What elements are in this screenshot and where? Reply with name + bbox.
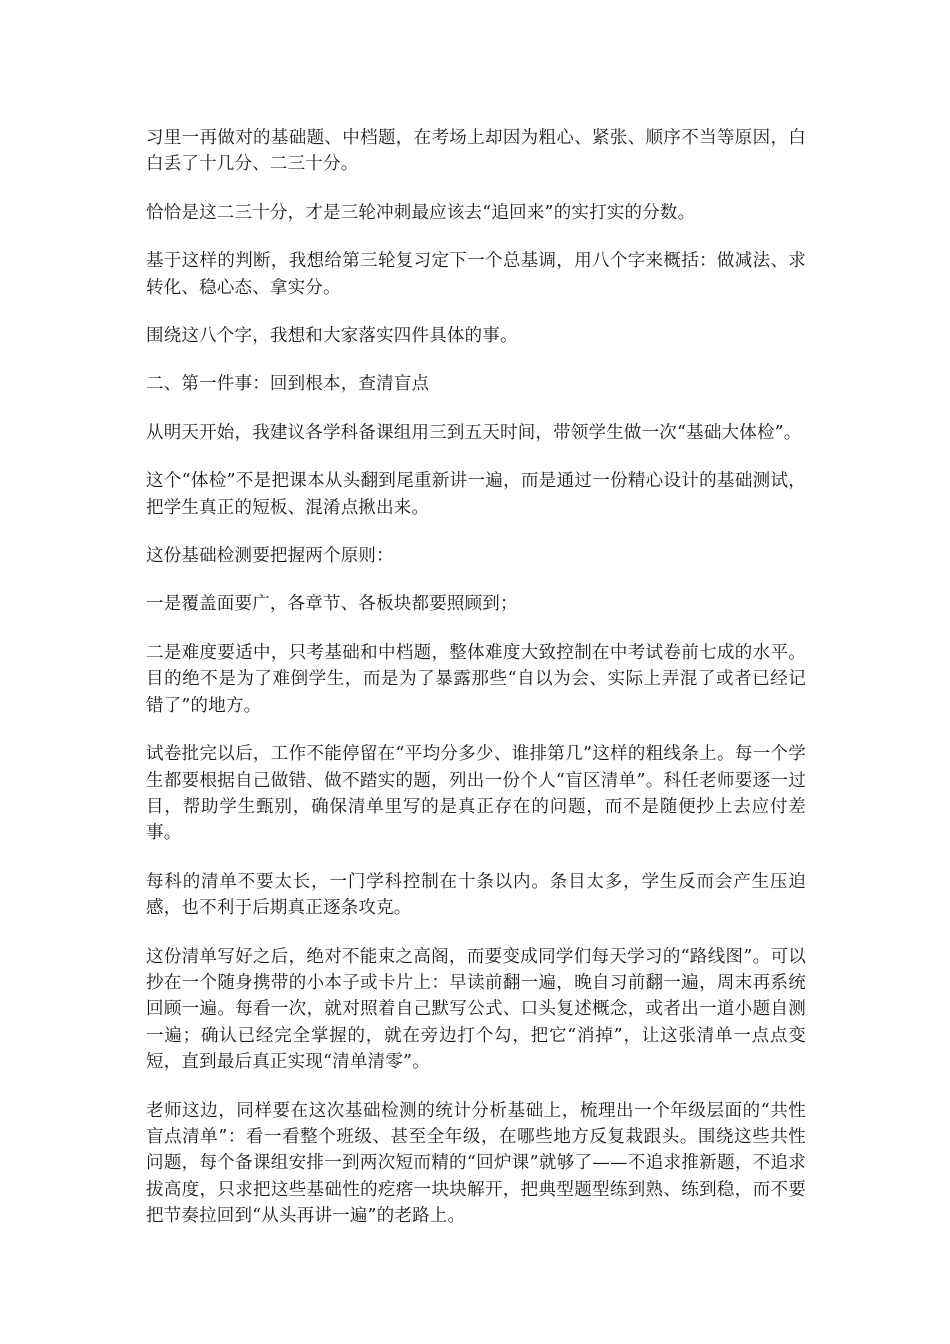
- paragraph-11: 每科的清单不要太长，一门学科控制在十条以内。条目太多，学生反而会产生压迫感，也不利于后期真正逐条攻克。: [146, 871, 806, 919]
- paragraph-12: 这份清单写好之后，绝对不能束之高阁，而要变成同学们每天学习的“路线图”。可以抄在一个随身携带的小本子或卡片上：早读前翻一遍，晚自习前翻一遍，周末再系统回顾一遍。每看一次，就对照着自己默写公式、口头复述概念，或者出一道小题自测一遍；确认已经完全掌握的，就在旁边打个勾，把它“消掉”，让这张清单一点点变短，直到最后真正实现“清单清零”。: [146, 946, 806, 1073]
- paragraph-1: 习里一再做对的基础题、中档题，在考场上却因为粗心、紧张、顺序不当等原因，白白丢了十几分、二三十分。: [146, 128, 806, 175]
- paragraph-13: 老师这边，同样要在这次基础检测的统计分析基础上，梳理出一个年级层面的“共性盲点清单”：看一看整个班级、甚至全年级，在哪些地方反复栽跟头。围绕这些共性问题，每个备课组安排一到两次短而精的“回炉课”就够了——不追求推新题，不追求拔高度，只求把这些基础性的疙瘩一块块解开，把典型题型练到熟、练到稳，而不要把节奏拉回到“从头再讲一遍”的老路上。: [146, 1100, 806, 1227]
- paragraph-3: 基于这样的判断，我想给第三轮复习定下一个总基调，用八个字来概括：做减法、求转化、稳心态、拿实分。: [146, 251, 806, 298]
- paragraph-8: 一是覆盖面要广，各章节、各板块都要照顾到；: [146, 594, 518, 615]
- paragraph-7: 这份基础检测要把握两个原则：: [146, 546, 394, 567]
- paragraph-4: 围绕这八个字，我想和大家落实四件具体的事。: [146, 326, 518, 347]
- paragraph-5: 从明天开始，我建议各学科备课组用三到五天时间，带领学生做一次“基础大体检”。: [146, 422, 802, 443]
- section-heading: 二、第一件事：回到根本，查清盲点: [146, 374, 430, 395]
- paragraph-9: 二是难度要适中，只考基础和中档题，整体难度大致控制在中考试卷前七成的水平。目的绝不是为了难倒学生，而是为了暴露那些“自以为会、实际上弄混了或者已经记错了”的地方。: [146, 642, 806, 716]
- document-body: [146, 125, 806, 1252]
- paragraph-6: 这个“体检”不是把课本从头翻到尾重新讲一遍，而是通过一份精心设计的基础测试，把学生真正的短板、混淆点揪出来。: [146, 471, 806, 518]
- paragraph-2: 恰恰是这二三十分，才是三轮冲刺最应该去“追回来”的实打实的分数。: [146, 202, 696, 223]
- paragraph-10: 试卷批完以后，工作不能停留在“平均分多少、谁排第几”这样的粗线条上。每一个学生都要根据自己做错、做不踏实的题，列出一份个人“盲区清单”。科任老师要逐一过目，帮助学生甄别，确保清单里写的是真正存在的问题，而不是随便抄上去应付差事。: [146, 744, 806, 844]
